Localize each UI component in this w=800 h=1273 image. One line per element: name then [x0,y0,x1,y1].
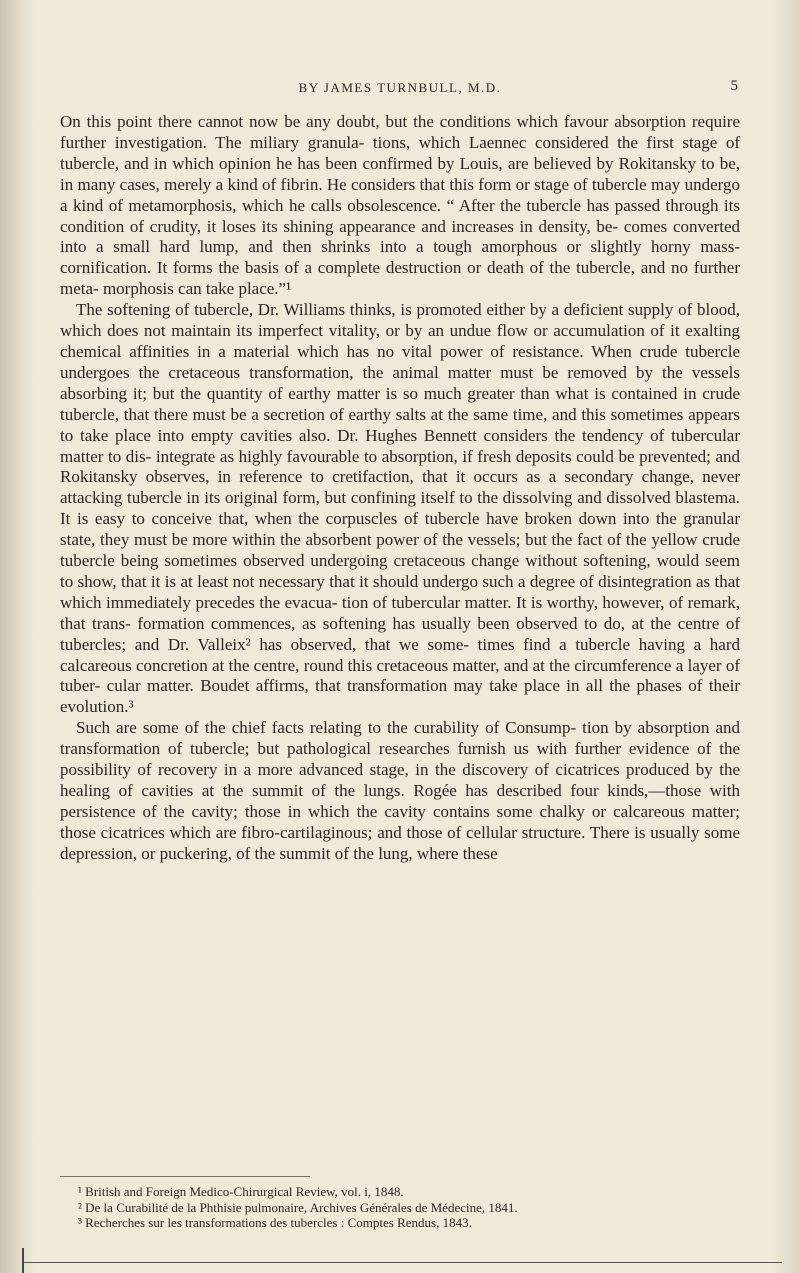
footnotes [60,1184,740,1231]
scan-bottom-edge [22,1262,782,1263]
footnote: ¹ British and Foreign Medico-Chirurgical Review, vol. i, 1848. [78,1184,404,1199]
scan-edge-mark [22,1248,24,1273]
page-edge-shadow [0,0,34,1273]
footnote: ³ Recherches sur les transformations des tubercles : Comptes Rendus, 1843. [78,1215,472,1230]
running-head: BY JAMES TURNBULL, M.D. [298,80,502,95]
paragraph: The softening of tubercle, Dr. Williams thinks, is promoted either by a deficient supply of blood, which does not maintain its imperfect vitality, or by an undue flow or accumulation of it exalting chemical affinities in a material which has no vital power of resistance. When crude tubercle undergoes the cretaceous transformation, the animal matter must be removed by the vessels absorbing it; but the quantity of earthy matter is so much greater than what is contained in crude tubercle, that there must be a secretion of earthy salts at the same time, and this sometimes appears to take place into empty cavities also. Dr. Hughes Bennett considers the tendency of tubercular matter to dis- integrate as highly favourable to absorption, if fresh deposits could be prevented; and Rokitansky observes, in reference to cretifaction, that it occurs as a secondary change, never attacking tubercle in its original form, but confining itself to the dissolving and dissolved blastema. It is easy to conceive that, when the corpuscles of tubercle have broken down into the granular state, they must be more within the absorbent power of the vessels; but the fact of the yellow crude tubercle being sometimes observed undergoing cretaceous change without softening, would seem to show, that it is at least not necessary that it should undergo such a degree of disintegration as that which immediately precedes the evacua- tion of tubercular matter. It is worthy, however, of remark, that trans- formation commences, as softening has usually been observed to do, at the centre of tubercles; and Dr. Valleix² has observed, that we some- times find a tubercle having a hard calcareous concretion at the centre, round this cretaceous matter, and at the circumference a layer of tuber- cular matter. Boudet affirms, that transformation may take place in all the phases of their evolution.³ [60,300,740,717]
page-edge-shadow-right [774,0,800,1273]
page-header [60,80,740,102]
footnote: ² De la Curabilité de la Phthisie pulmonaire, Archives Générales de Médecine, 1841. [78,1199,518,1215]
paragraph: Such are some of the chief facts relating to the curability of Consump- tion by absorption and transformation of tubercle; but pathological researches furnish us with further evidence of the possibility of recovery in a more advanced stage, in the discovery of cicatrices produced by the healing of cavities at the summit of the lungs. Rogée has described four kinds,—those with persistence of the cavity; those in which the cavity contains some chalky or calcareous matter; those cicatrices which are fibro-cartilaginous; and those of cellular structure. There is usually some depression, or puckering, of the summit of the lung, where these [60,718,740,863]
paragraph: On this point there cannot now be any doubt, but the conditions which favour absorption require further investigation. The miliary granula- tions, which Laennec considered the first stage of tubercle, and in which opinion he has been confirmed by Louis, are believed by Rokitansky to be, in many cases, merely a kind of fibrin. He considers that this form or stage of tubercle may undergo a kind of metamorphosis, which he calls obsolescence. “ After the tubercle has passed through its condition of crudity, it loses its shining appearance and increases in density, be- comes converted into a small hard lump, and then shrinks into a tough amorphous or slightly horny mass-cornification. It forms the basis of a complete destruction or death of the tubercle, and no further meta- morphosis can take place.”¹ [60,112,740,299]
page-number: 5 [730,78,738,94]
footnote-divider [60,1176,310,1177]
body-text [60,112,740,865]
